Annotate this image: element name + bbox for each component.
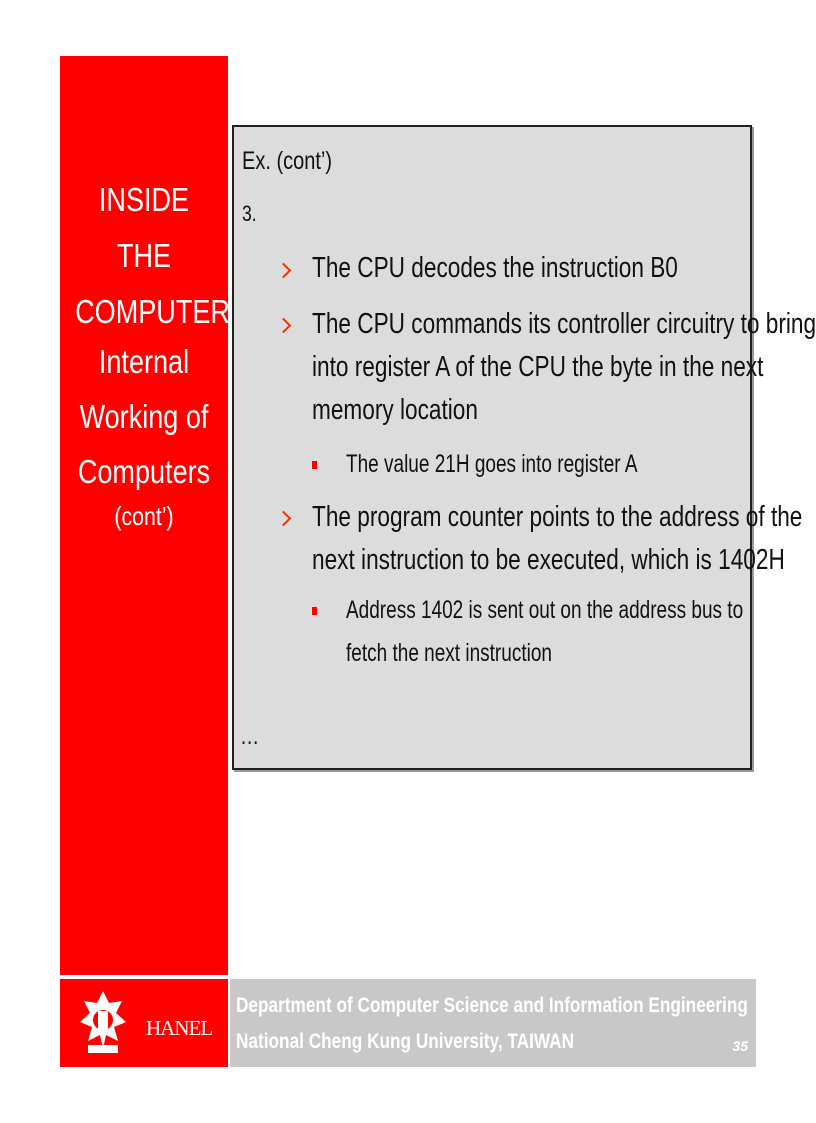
hanel-label: HANEL bbox=[146, 1016, 213, 1040]
ellipsis: … bbox=[240, 723, 260, 750]
bullet-2-line-2: into register A of the CPU the byte in the next bbox=[312, 351, 764, 383]
square-bullet-icon bbox=[312, 461, 317, 469]
section-subtitle-line3: Computers bbox=[77, 453, 211, 490]
bullet-2-sub-1: The value 21H goes into register A bbox=[346, 450, 638, 478]
section-title bbox=[75, 172, 230, 340]
bullet-3-sub-1: Address 1402 is sent out on the address bus to bbox=[346, 596, 744, 624]
arrow-bullet-icon bbox=[276, 263, 292, 279]
bullet-3-line-1: The program counter points to the address of the bbox=[312, 501, 803, 533]
page-number: 35 bbox=[732, 1038, 748, 1054]
bullet-1-line-1: The CPU decodes the instruction B0 bbox=[312, 252, 678, 284]
section-subtitle bbox=[75, 334, 213, 533]
bullet-2-line-1: The CPU commands its controller circuitry to bring bbox=[312, 308, 816, 340]
footer-bar bbox=[230, 979, 756, 1067]
footer-logo-block bbox=[60, 979, 228, 1067]
step-number: 3. bbox=[242, 201, 257, 226]
section-title-line2: COMPUTER bbox=[75, 293, 230, 330]
university-name: National Cheng Kung University, TAIWAN bbox=[236, 1030, 575, 1053]
bullet-2-line-3: memory location bbox=[312, 394, 478, 426]
department-name: Department of Computer Science and Information Engineering bbox=[236, 994, 748, 1017]
university-emblem-icon bbox=[78, 989, 128, 1055]
section-subtitle-line2: Working of bbox=[79, 398, 209, 435]
sidebar-panel bbox=[60, 56, 228, 975]
section-title-line1: INSIDE THE bbox=[98, 181, 190, 274]
square-bullet-icon bbox=[312, 607, 317, 615]
arrow-bullet-icon bbox=[276, 511, 292, 527]
arrow-bullet-icon bbox=[276, 318, 292, 334]
example-heading: Ex. (cont’) bbox=[242, 147, 333, 175]
bullet-3-sub-2: fetch the next instruction bbox=[346, 639, 552, 667]
section-subtitle-line1: Internal bbox=[98, 343, 190, 380]
slide-content-box bbox=[232, 125, 816, 770]
section-subtitle-cont: (cont’) bbox=[114, 501, 174, 531]
bullet-3-line-2: next instruction to be executed, which is 1402H bbox=[312, 544, 785, 576]
